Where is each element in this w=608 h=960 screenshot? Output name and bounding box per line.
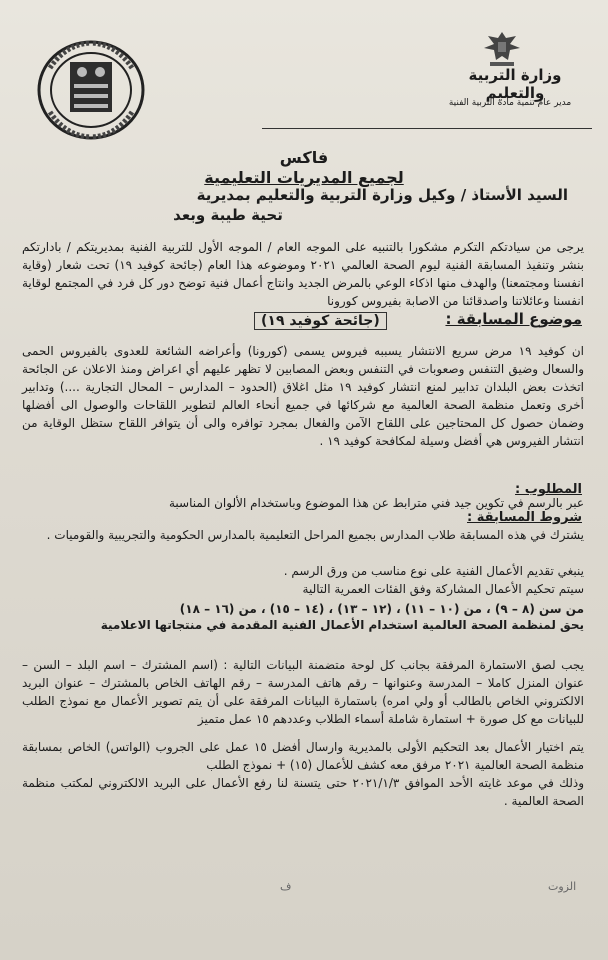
- department-seal-icon: [36, 38, 146, 142]
- required-label: المطلوب :: [515, 482, 582, 497]
- conditions-intro: يشترك في هذه المسابقة طلاب المدارس بجميع المراحل التعليمية بالمدارس الحكومية والتجريبية والقوميات .: [46, 528, 584, 542]
- footer-note: الزوت: [548, 880, 577, 893]
- footer-mark: ف: [280, 880, 292, 893]
- deadline-paragraph: وذلك في موعد غايته الأحد الموافق ٢٠٢١/١/٣ حتى يتسنة لنا رفع الأعمال على البريد الالكتروني لمكتب منظمة الصحة العالمية .: [22, 776, 584, 808]
- age-groups: من سن (٨ – ٩) ، من (١٠ – ١١) ، (١٢ – ١٣) ، (١٤ – ١٥) ، من (١٦ – ١٨): [179, 602, 584, 616]
- conditions-label: شروط المسابقة :: [467, 510, 582, 525]
- judging-paragraph: يتم اختيار الأعمال بعد التحكيم الأولى بالمديرية وارسال أفضل ١٥ عمل على الجروب (الواتس) الخاص بمسابقة منظمة الصحة العالمية ٢٠٢١ مرفق معه كشف للأعمال (١٥) + نموذج الطلب: [22, 740, 584, 772]
- intro-paragraph: يرجى من سيادتكم التكرم مشكورا بالتنبيه على الموجه العام / الموجه الأول للتربية الفنية بمديريتكم / بادارتكم بنشر وتنفيذ المسابقة الفنية ليوم الصحة العالمي ٢٠٢١ وموضوعه هذا العام (جائحة كوفيد ١٩) تحت شعار (وقاية انفسنا ومجتمعنا) والهدف منها اذكاء الوعي بالمرض الجديد وانتاج أعمال فنية توضح دور كل فرد في المجتمع لوقاية انفسنا وعائلاتنا واصدقائنا من الاصابة بفيروس كورونا: [22, 240, 584, 308]
- eagle-emblem-icon: [470, 28, 534, 68]
- subject-value: (جائحة كوفيد ١٩): [254, 312, 387, 330]
- recipient-line: لجميع المديريات التعليمية: [204, 168, 404, 187]
- header-divider: [262, 128, 592, 129]
- covid-paragraph: ان كوفيد ١٩ مرض سريع الانتشار يسببه فيروس يسمى (كورونا) وأعراضه الشائعة للعدوى بالفيروس الحمى والسعال وضيق التنفس وصعوبات في التنفس وبعض المصابين لا تظهر عليهم أي اعراض ومنذ الاعلان عن الجائحة اتخذت بعض البلدان تدابير لمنع انتشار كوفيد ١٩ مثل اغلاق (الحدود – المدارس – المحال التجارية ....) وتدابير أخرى وتعمل منظمة الصحة العالمية مع شركائها في جميع أنحاء العالم لتطوير اللقاحات والوصول الى أفضلها وضمان حصول كل المحتاجين على اللقاح الآمن والفعال بمجرد توافره والى أن يتوافر اللقاح ستظل الوقاية من انتشار الفيروس هي أفضل وسيلة لمكافحة كوفيد ١٩ .: [22, 344, 584, 448]
- list-item: سيتم تحكيم الأعمال المشاركة وفق الفئات العمرية التالية: [302, 582, 584, 596]
- attachment-paragraph: يجب لصق الاستمارة المرفقة بجانب كل لوحة متضمنة البيانات التالية : (اسم المشترك – اسم البلد – السن – عنوان المنزل كاملا – المدرسة وعنوانها – رقم هاتف المدرسة – رقم الهاتف الخاص بالمشترك – عنوان البريد الالكتروني الخاص بالطالب أو ولي امره) باستمارة البيانات المرفقة على أن يتم تصوير الأعمال مع نموذج الطلب للبيانات مع كل صورة + استمارة شاملة أسماء الطلاب وعددهم ١٥ عمل متميز: [22, 658, 584, 726]
- subject-label: موضوع المسابقة :: [445, 310, 582, 328]
- sector-name: مدير عام تنمية مادة التربية الفنية: [448, 98, 572, 108]
- greeting-line: تحية طيبة وبعد: [173, 206, 283, 224]
- rights-line: يحق لمنظمة الصحة العالمية استخدام الأعمال الفنية المقدمة في منتجاتها الاعلامية: [100, 618, 584, 632]
- list-item: ينبغي تقديم الأعمال الفنية على نوع مناسب من ورق الرسم .: [283, 564, 584, 578]
- required-text: عبر بالرسم في تكوين جيد فني مترابط عن هذا الموضوع وباستخدام الألوان المناسبة: [168, 496, 584, 510]
- ministry-name: وزارة التربية والتعليم: [468, 66, 562, 102]
- addressee-line: السيد الأستاذ / وكيل وزارة التربية والتعليم بمديرية: [196, 186, 568, 204]
- fax-title: فاكس: [279, 148, 329, 167]
